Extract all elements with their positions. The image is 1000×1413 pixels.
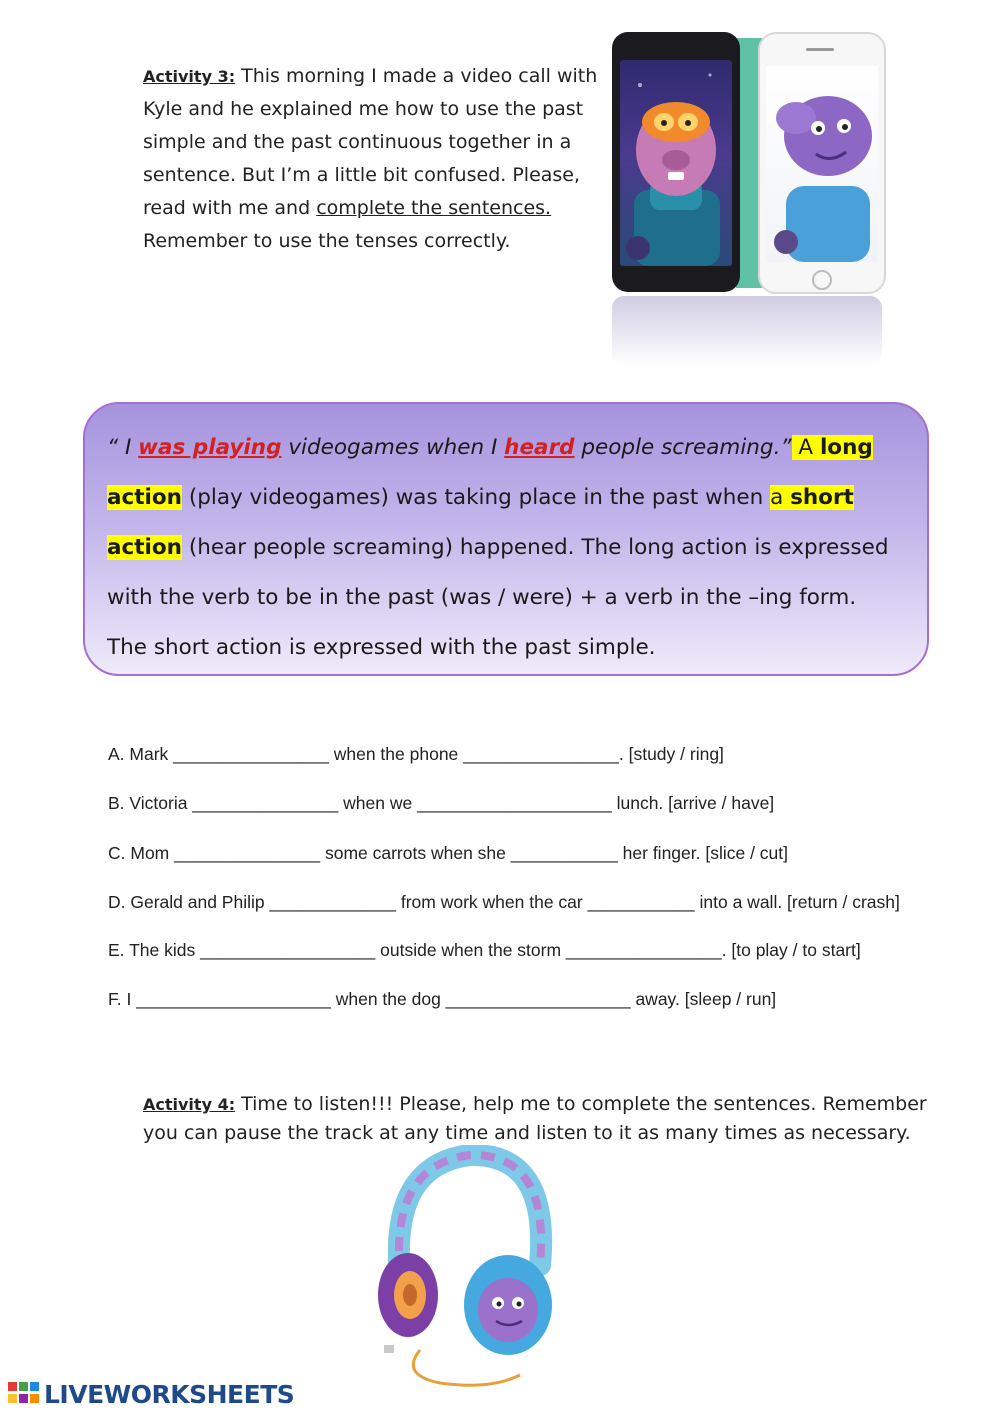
video-call-phones-image — [608, 30, 888, 365]
activity-3-text-1: This morning I made a video call with Kyle and he explained me how to use the past simple and the past continuous together in a sentence. But I’m a little bit confused. Please, read with me and — [143, 65, 598, 219]
highlight-a: A — [791, 435, 820, 460]
quote-heard: heard — [504, 435, 575, 460]
exercise-b: B. Victoria _______________ when we ____________________ lunch. [arrive / have] — [108, 793, 775, 813]
exercise-f: F. I ____________________ when the dog ___________________ away. [sleep / run] — [108, 989, 777, 1009]
character-kyle-illustration — [620, 60, 732, 266]
highlight-long: long — [819, 435, 873, 460]
phones-reflection — [612, 296, 882, 366]
highlight-action: action — [107, 485, 182, 510]
activity-3-label: Activity 3: — [143, 67, 236, 86]
grammar-rule-text — [107, 423, 897, 673]
activity-3-text-2: Remember to use the tenses correctly. — [143, 230, 511, 252]
exercise-d: D. Gerald and Philip _____________ from work when the car ___________ into a wall. [return / crash] — [108, 892, 900, 912]
activity-4-text: Time to listen!!! Please, help me to complete the sentences. Remember you can pause the track at any time and listen to it as many times as necessary. — [143, 1093, 927, 1144]
white-phone — [758, 32, 886, 294]
activity-3-instructions — [143, 60, 598, 258]
activity-4-instructions — [143, 1090, 933, 1148]
highlight-a2: a — [770, 485, 791, 510]
home-button-icon — [812, 270, 832, 290]
headphones-icon — [360, 1145, 570, 1390]
quote-end: people screaming.” — [574, 435, 792, 460]
speaker-icon — [806, 48, 834, 51]
headphones-image — [360, 1145, 570, 1390]
activity-4-label: Activity 4: — [143, 1095, 236, 1114]
rule-text-2: (hear people screaming) happened. The long action is expressed with the verb to be in the past (was / were) + a verb in the –ing form. The short action is expressed with the past simple. — [107, 535, 889, 660]
exercise-c: C. Mom _______________ some carrots when she ___________ her finger. [slice / cut] — [108, 843, 789, 863]
quote-middle: videogames when I — [281, 435, 505, 460]
highlight-short-action: short action — [107, 485, 854, 560]
logo-text: LIVEWORKSHEETS — [44, 1380, 295, 1409]
character-oh-illustration — [766, 66, 878, 262]
logo-icon — [8, 1380, 40, 1408]
liveworksheets-logo — [8, 1380, 295, 1410]
dark-phone-screen — [620, 60, 732, 266]
activity-3-underlined: complete the sentences. — [316, 197, 552, 219]
exercise-a: A. Mark ________________ when the phone ________________. [study / ring] — [108, 744, 724, 764]
rule-text-1: (play videogames) was taking place in the past when — [181, 485, 771, 510]
dark-phone — [612, 32, 740, 292]
white-phone-screen — [766, 66, 878, 262]
exercise-e: E. The kids __________________ outside when the storm ________________. [to play / to start] — [108, 940, 861, 960]
quote-was-playing: was playing — [138, 435, 282, 460]
quote-start: “ I — [107, 435, 139, 460]
